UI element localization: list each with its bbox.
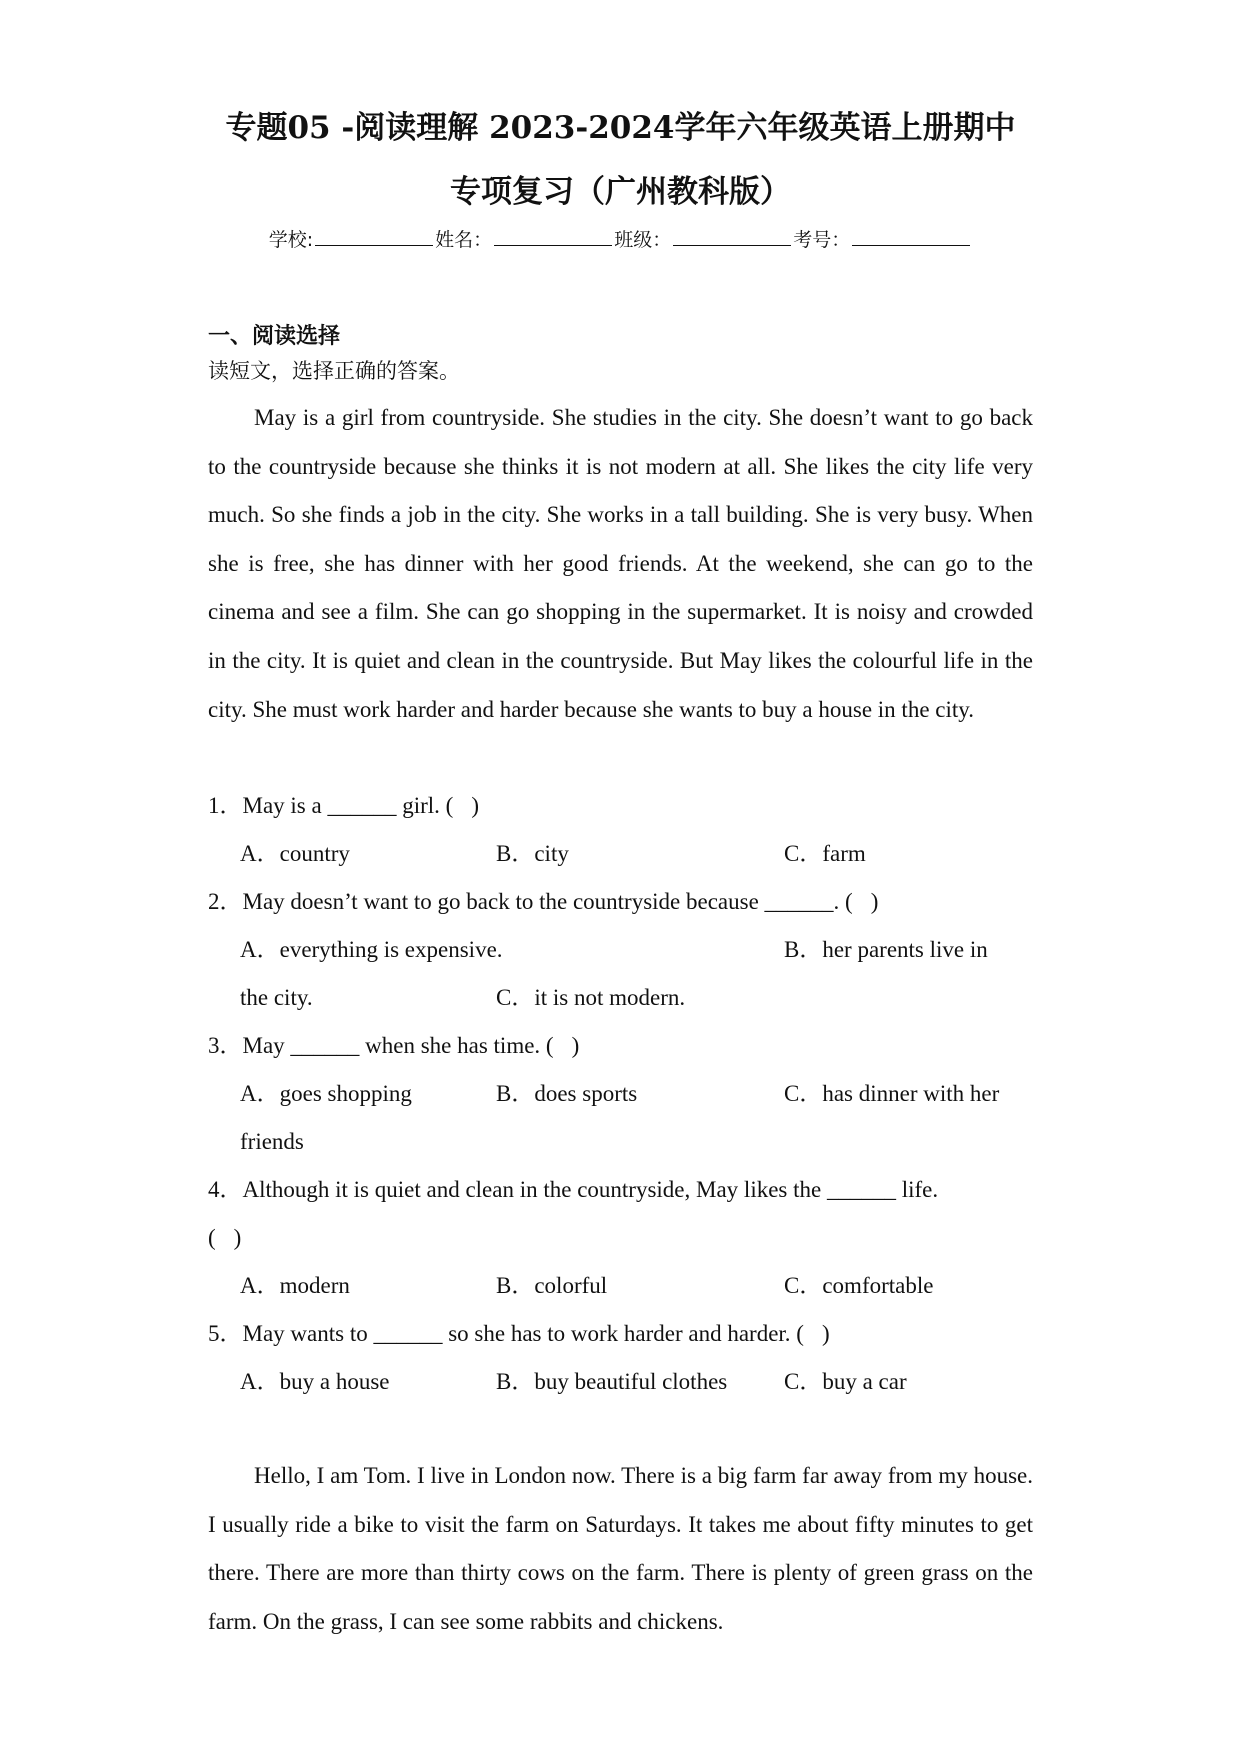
question-4-option-c: C．comfortable [784, 1273, 934, 1298]
question-1-option-c: C．farm [784, 841, 866, 866]
student-info-line [0, 225, 1241, 255]
question-5-stem: 5．May wants to ______ so she has to work harder and harder. ( [208, 1321, 804, 1346]
title-line-2: 专项复习（广州教科版） [450, 174, 791, 210]
section-instruction: 读短文，选择正确的答案。 [208, 359, 460, 383]
question-1-option-a: A．country [240, 841, 350, 866]
question-2 [208, 878, 1033, 926]
question-4-close: ) [233, 1225, 242, 1250]
section-heading: 一、阅读选择 [208, 324, 341, 349]
school-field [269, 225, 435, 255]
exam-number-field [793, 225, 972, 255]
question-1-options [208, 830, 1033, 878]
question-2-option-c: C．it is not modern. [496, 985, 686, 1010]
question-2-option-b: B．her parents live in [784, 937, 988, 962]
reading-passage-1: May is a girl from countryside. She studies in the city. She doesn’t want to go back to the countryside because she thinks it is not modern at all. She likes the city life very much. So she finds a job in the city. She works in a tall building. She is very busy. When she is free, she has dinner with her good friends. At the weekend, she can go to the cinema and see a film. She can go shopping in the supermarket. It is noisy and crowded in the city. It is quiet and clean in the countryside. But May likes the colourful life in the city. She must work harder and harder because she wants to buy a house in the city. [208, 405, 1033, 722]
question-2-close: ) [870, 889, 879, 914]
name-blank [494, 227, 612, 246]
question-5-option-c: C．buy a car [784, 1369, 907, 1394]
question-5-option-a: A．buy a house [240, 1369, 390, 1394]
exam-number-label: 考号： [793, 229, 851, 251]
question-3-stem: 3．May ______ when she has time. ( [208, 1033, 554, 1058]
question-2-option-a: A．everything is expensive. [240, 937, 503, 962]
question-1 [208, 782, 1033, 830]
question-list [208, 782, 1033, 1406]
title-line-1: 专题05 -阅读理解 2023-2024学年六年级英语上册期中 [225, 110, 1016, 146]
question-4-option-a: A．modern [240, 1273, 350, 1298]
question-2-option-b-cont: the city. [240, 985, 313, 1010]
question-4-stem: 4．Although it is quiet and clean in the countryside, May likes the ______ life. [208, 1177, 939, 1202]
question-5-options [208, 1358, 1033, 1406]
question-3-close: ) [571, 1033, 580, 1058]
question-3-option-c: C．has dinner with her [784, 1081, 1000, 1106]
exam-number-blank [852, 227, 970, 246]
question-3-option-b: B．does sports [496, 1081, 638, 1106]
question-4-open: ( [208, 1225, 216, 1250]
question-3 [208, 1022, 1033, 1070]
class-field [614, 225, 793, 255]
question-4-line-2 [208, 1214, 1033, 1262]
question-1-close: ) [471, 793, 479, 818]
question-1-stem: 1．May is a ______ girl. ( [208, 793, 454, 818]
question-2-options-cont [208, 974, 1033, 1022]
school-label: 学校: [268, 229, 314, 251]
question-5-close: ) [821, 1321, 830, 1346]
question-1-option-b: B．city [496, 841, 569, 866]
question-4 [208, 1166, 1033, 1214]
question-3-options [208, 1070, 1033, 1118]
question-3-option-c-cont: friends [240, 1129, 304, 1154]
name-field [435, 225, 614, 255]
question-4-option-b: B．colorful [496, 1273, 608, 1298]
class-label: 班级： [614, 229, 672, 251]
school-blank [315, 227, 433, 246]
question-3-options-cont [208, 1118, 1033, 1166]
question-4-options [208, 1262, 1033, 1310]
class-blank [673, 227, 791, 246]
question-5 [208, 1310, 1033, 1358]
question-2-stem: 2．May doesn’t want to go back to the countryside because ______. ( [208, 889, 853, 914]
question-3-option-a: A．goes shopping [240, 1081, 412, 1106]
question-2-options [208, 926, 1033, 974]
question-5-option-b: B．buy beautiful clothes [496, 1369, 728, 1394]
reading-passage-2: Hello, I am Tom. I live in London now. There is a big farm far away from my house. I usually ride a bike to visit the farm on Saturdays. It takes me about fifty minutes to get there. There are more than thirty cows on the farm. There is plenty of green grass on the farm. On the grass, I can see some rabbits and chickens. [208, 1463, 1033, 1634]
name-label: 姓名： [435, 229, 493, 251]
